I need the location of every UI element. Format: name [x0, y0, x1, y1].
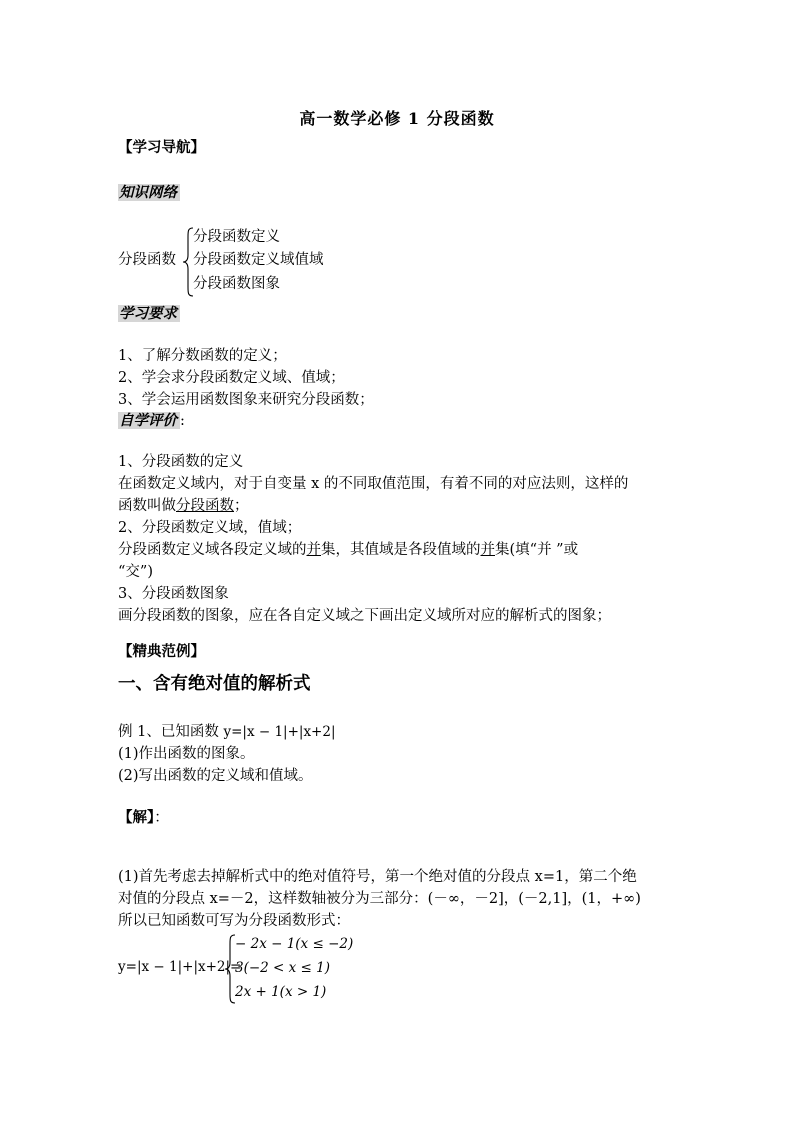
solution-line3: 所以已知函数可写为分段函数形式：: [118, 913, 350, 929]
self-eval-item2-title: 2、分段函数定义域，值域；: [118, 520, 302, 536]
piecewise-case: − 2x − 1(x ≤ −2): [235, 936, 354, 952]
piecewise-lhs: y=|x − 1|+|x+2|=: [118, 959, 242, 975]
self-eval-item3-title: 3、分段函数图象: [118, 586, 229, 602]
network-branch-graph: 分段函数图象: [193, 276, 280, 292]
piecewise-case: 3(−2 < x ≤ 1): [235, 960, 331, 976]
piecewise-case: 2x + 1(x > 1): [235, 984, 327, 1000]
example1-question2: (2)写出函数的定义域和值域。: [118, 768, 313, 784]
requirements-label: 学习要求: [118, 305, 180, 322]
self-eval-item1-title: 1、分段函数的定义: [118, 454, 244, 470]
network-branch-domain-range: 分段函数定义域值域: [193, 252, 324, 268]
text-span: 函数叫做: [118, 498, 176, 514]
solution-line2: 对值的分段点 x=－2，这样数轴被分为三部分：(－∞，－2]，(－2,1]，(1，+∞): [118, 891, 641, 907]
knowledge-network-label: 知识网络: [118, 184, 180, 201]
solution-heading: [118, 806, 169, 829]
solution-line1: (1)首先考虑去掉解析式中的绝对值符号，第一个绝对值的分段点 x=1，第二个绝: [118, 869, 637, 885]
self-eval-item1-line2: [118, 495, 249, 517]
underlined-answer: 并: [306, 542, 321, 558]
self-eval-label: 自学评价: [118, 412, 180, 429]
underlined-answer: 分段函数: [176, 498, 234, 514]
self-eval-item1-line1: 在函数定义域内，对于自变量 x 的不同取值范围，有着不同的对应法则，这样的: [118, 476, 629, 492]
self-eval-item2-line2: “交”): [118, 564, 153, 580]
self-eval-item2-line1: [118, 539, 578, 561]
example1-question1: (1)作出函数的图象。: [118, 746, 255, 762]
example1-formula: y=|x − 1|+|x+2|: [223, 724, 336, 740]
text-span: 集(填“并 ”或: [495, 542, 579, 558]
self-eval-colon: :: [180, 413, 185, 429]
requirement-item: 1、了解分数函数的定义；: [118, 348, 287, 364]
solution-label: 【解】: [118, 809, 155, 826]
requirement-item: 2、学会求分段函数定义域、值域；: [118, 370, 345, 386]
section-guide-heading: 【学习导航】: [118, 139, 205, 156]
page-title: 高一数学必修 1 分段函数: [299, 109, 495, 128]
text-span: ；: [234, 498, 249, 514]
underlined-answer: 并: [480, 542, 495, 558]
example1-statement: [118, 721, 336, 743]
text-span: 分段函数定义域各段定义域的: [118, 542, 307, 558]
network-branch-definition: 分段函数定义: [193, 229, 280, 245]
solution-colon: ：: [154, 810, 169, 826]
text-span: 集，其值域是各段值域的: [321, 542, 481, 558]
examples-heading: 【精典范例】: [118, 643, 205, 660]
self-eval-item3-line1: 画分段函数的图象，应在各自定义域之下画出定义域所对应的解析式的图象；: [118, 608, 611, 624]
requirement-item: 3、学会运用函数图象来研究分段函数；: [118, 392, 374, 408]
knowledge-network-heading: [118, 181, 180, 202]
requirements-heading: [118, 302, 180, 323]
self-eval-heading: [118, 409, 185, 432]
part1-heading: 一、含有绝对值的解析式: [118, 674, 311, 694]
network-root: 分段函数: [118, 252, 176, 268]
text-span: 例 1、已知函数: [118, 724, 224, 740]
